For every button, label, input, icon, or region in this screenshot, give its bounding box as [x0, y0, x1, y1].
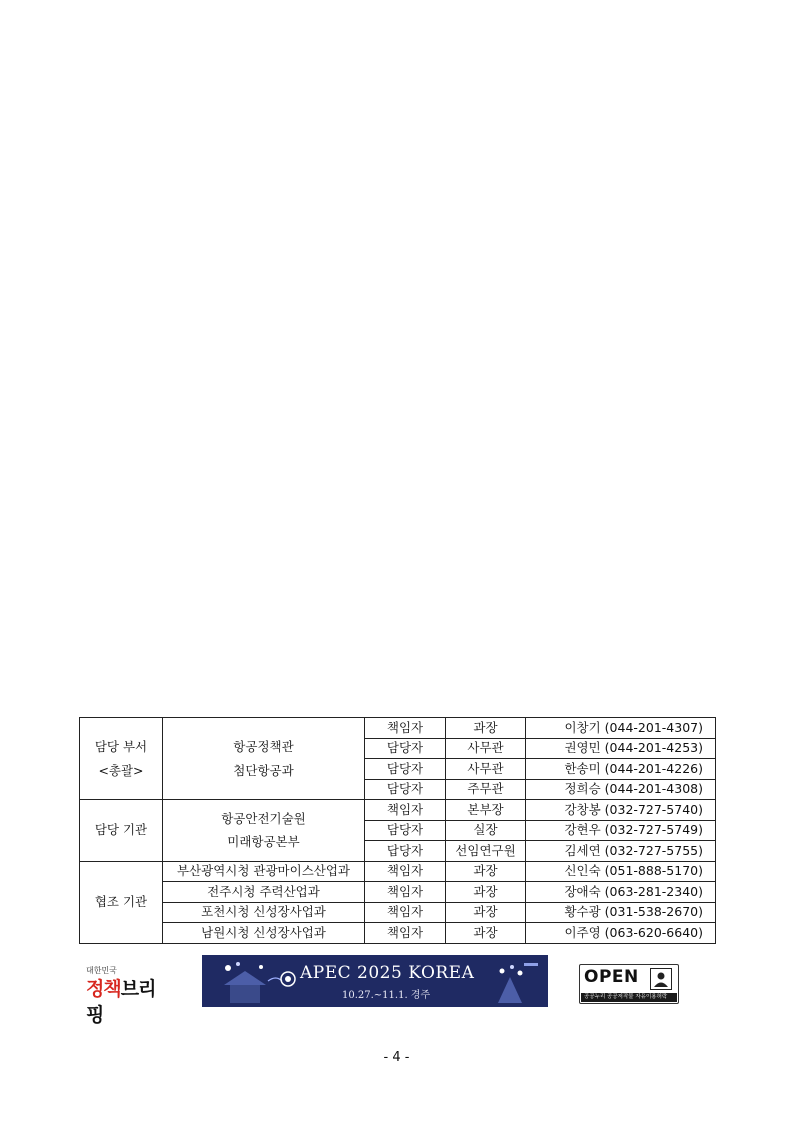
- bird-icon: [266, 967, 296, 991]
- contact-cell: 강현우 (032-727-5749): [526, 820, 716, 841]
- dept-label-sub: <총괄>: [98, 762, 144, 778]
- agency-unit-2: 미래항공본부: [227, 834, 300, 850]
- lantern-icon: [480, 959, 544, 1005]
- role-cell: 책임자: [365, 861, 446, 882]
- table-row: [80, 861, 716, 882]
- unit-cell: 부산광역시청 관광마이스산업과: [163, 861, 365, 882]
- position-cell: 본부장: [446, 800, 526, 821]
- table-row: [80, 923, 716, 944]
- agency-unit-cell: [163, 800, 365, 862]
- contact-cell: 황수광 (031-538-2670): [526, 902, 716, 923]
- contact-cell: 이주영 (063-620-6640): [526, 923, 716, 944]
- table-row: [80, 882, 716, 903]
- contact-cell: 장애숙 (063-281-2340): [526, 882, 716, 903]
- dept-unit-1: 항공정책관: [233, 738, 294, 754]
- unit-cell: 포천시청 신성장사업과: [163, 902, 365, 923]
- agency-label-cell: 담당 기관: [80, 800, 163, 862]
- role-cell: 책임자: [365, 882, 446, 903]
- person-icon: [650, 968, 672, 990]
- contact-cell: 권영민 (044-201-4253): [526, 738, 716, 759]
- unit-cell: 남원시청 신성장사업과: [163, 923, 365, 944]
- open-text: OPEN: [584, 967, 639, 987]
- page-number: - 4 -: [383, 1050, 410, 1065]
- position-cell: 과장: [446, 718, 526, 739]
- position-cell: 과장: [446, 902, 526, 923]
- role-cell: 책임자: [365, 923, 446, 944]
- apec-banner[interactable]: [202, 955, 548, 1007]
- contact-table: [79, 717, 716, 944]
- contact-cell: 한송미 (044-201-4226): [526, 759, 716, 780]
- open-license-bar: 공공누리 공공저작물 자유이용허락: [581, 993, 677, 1002]
- position-cell: 과장: [446, 861, 526, 882]
- table-row: [80, 902, 716, 923]
- position-cell: 사무관: [446, 759, 526, 780]
- policy-briefing-logo[interactable]: [86, 966, 170, 1026]
- position-cell: 과장: [446, 923, 526, 944]
- coop-label-cell: 협조 기관: [80, 861, 163, 943]
- logo-big-text: 정책브리핑: [86, 978, 156, 1026]
- position-cell: 주무관: [446, 779, 526, 800]
- open-license-badge[interactable]: [579, 964, 679, 1004]
- position-cell: 사무관: [446, 738, 526, 759]
- role-cell: 책임자: [365, 902, 446, 923]
- position-cell: 과장: [446, 882, 526, 903]
- role-cell: 책임자: [365, 718, 446, 739]
- logo-small-text: 대한민국: [86, 966, 117, 975]
- role-cell: 책임자: [365, 800, 446, 821]
- role-cell: 답당자: [365, 841, 446, 862]
- banner-subtitle: 10.27.~11.1. 경주: [342, 990, 431, 1001]
- agency-unit-1: 항공안전기술원: [221, 810, 306, 826]
- role-cell: 담당자: [365, 779, 446, 800]
- unit-cell: 전주시청 주력산업과: [163, 882, 365, 903]
- contact-cell: 이창기 (044-201-4307): [526, 718, 716, 739]
- contact-cell: 정희승 (044-201-4308): [526, 779, 716, 800]
- role-cell: 담당자: [365, 738, 446, 759]
- banner-title: APEC 2025 KOREA: [300, 963, 475, 983]
- contact-cell: 신인숙 (051-888-5170): [526, 861, 716, 882]
- role-cell: 담당자: [365, 820, 446, 841]
- table-row: [80, 800, 716, 821]
- contact-cell: 강창봉 (032-727-5740): [526, 800, 716, 821]
- table-row: [80, 718, 716, 739]
- contact-cell: 김세연 (032-727-5755): [526, 841, 716, 862]
- role-cell: 담당자: [365, 759, 446, 780]
- position-cell: 선임연구원: [446, 841, 526, 862]
- dept-unit-2: 첨단항공과: [233, 762, 294, 778]
- position-cell: 실장: [446, 820, 526, 841]
- dept-unit-cell: [163, 718, 365, 800]
- dept-label: 담당 부서: [94, 738, 148, 754]
- dept-label-cell: [80, 718, 163, 800]
